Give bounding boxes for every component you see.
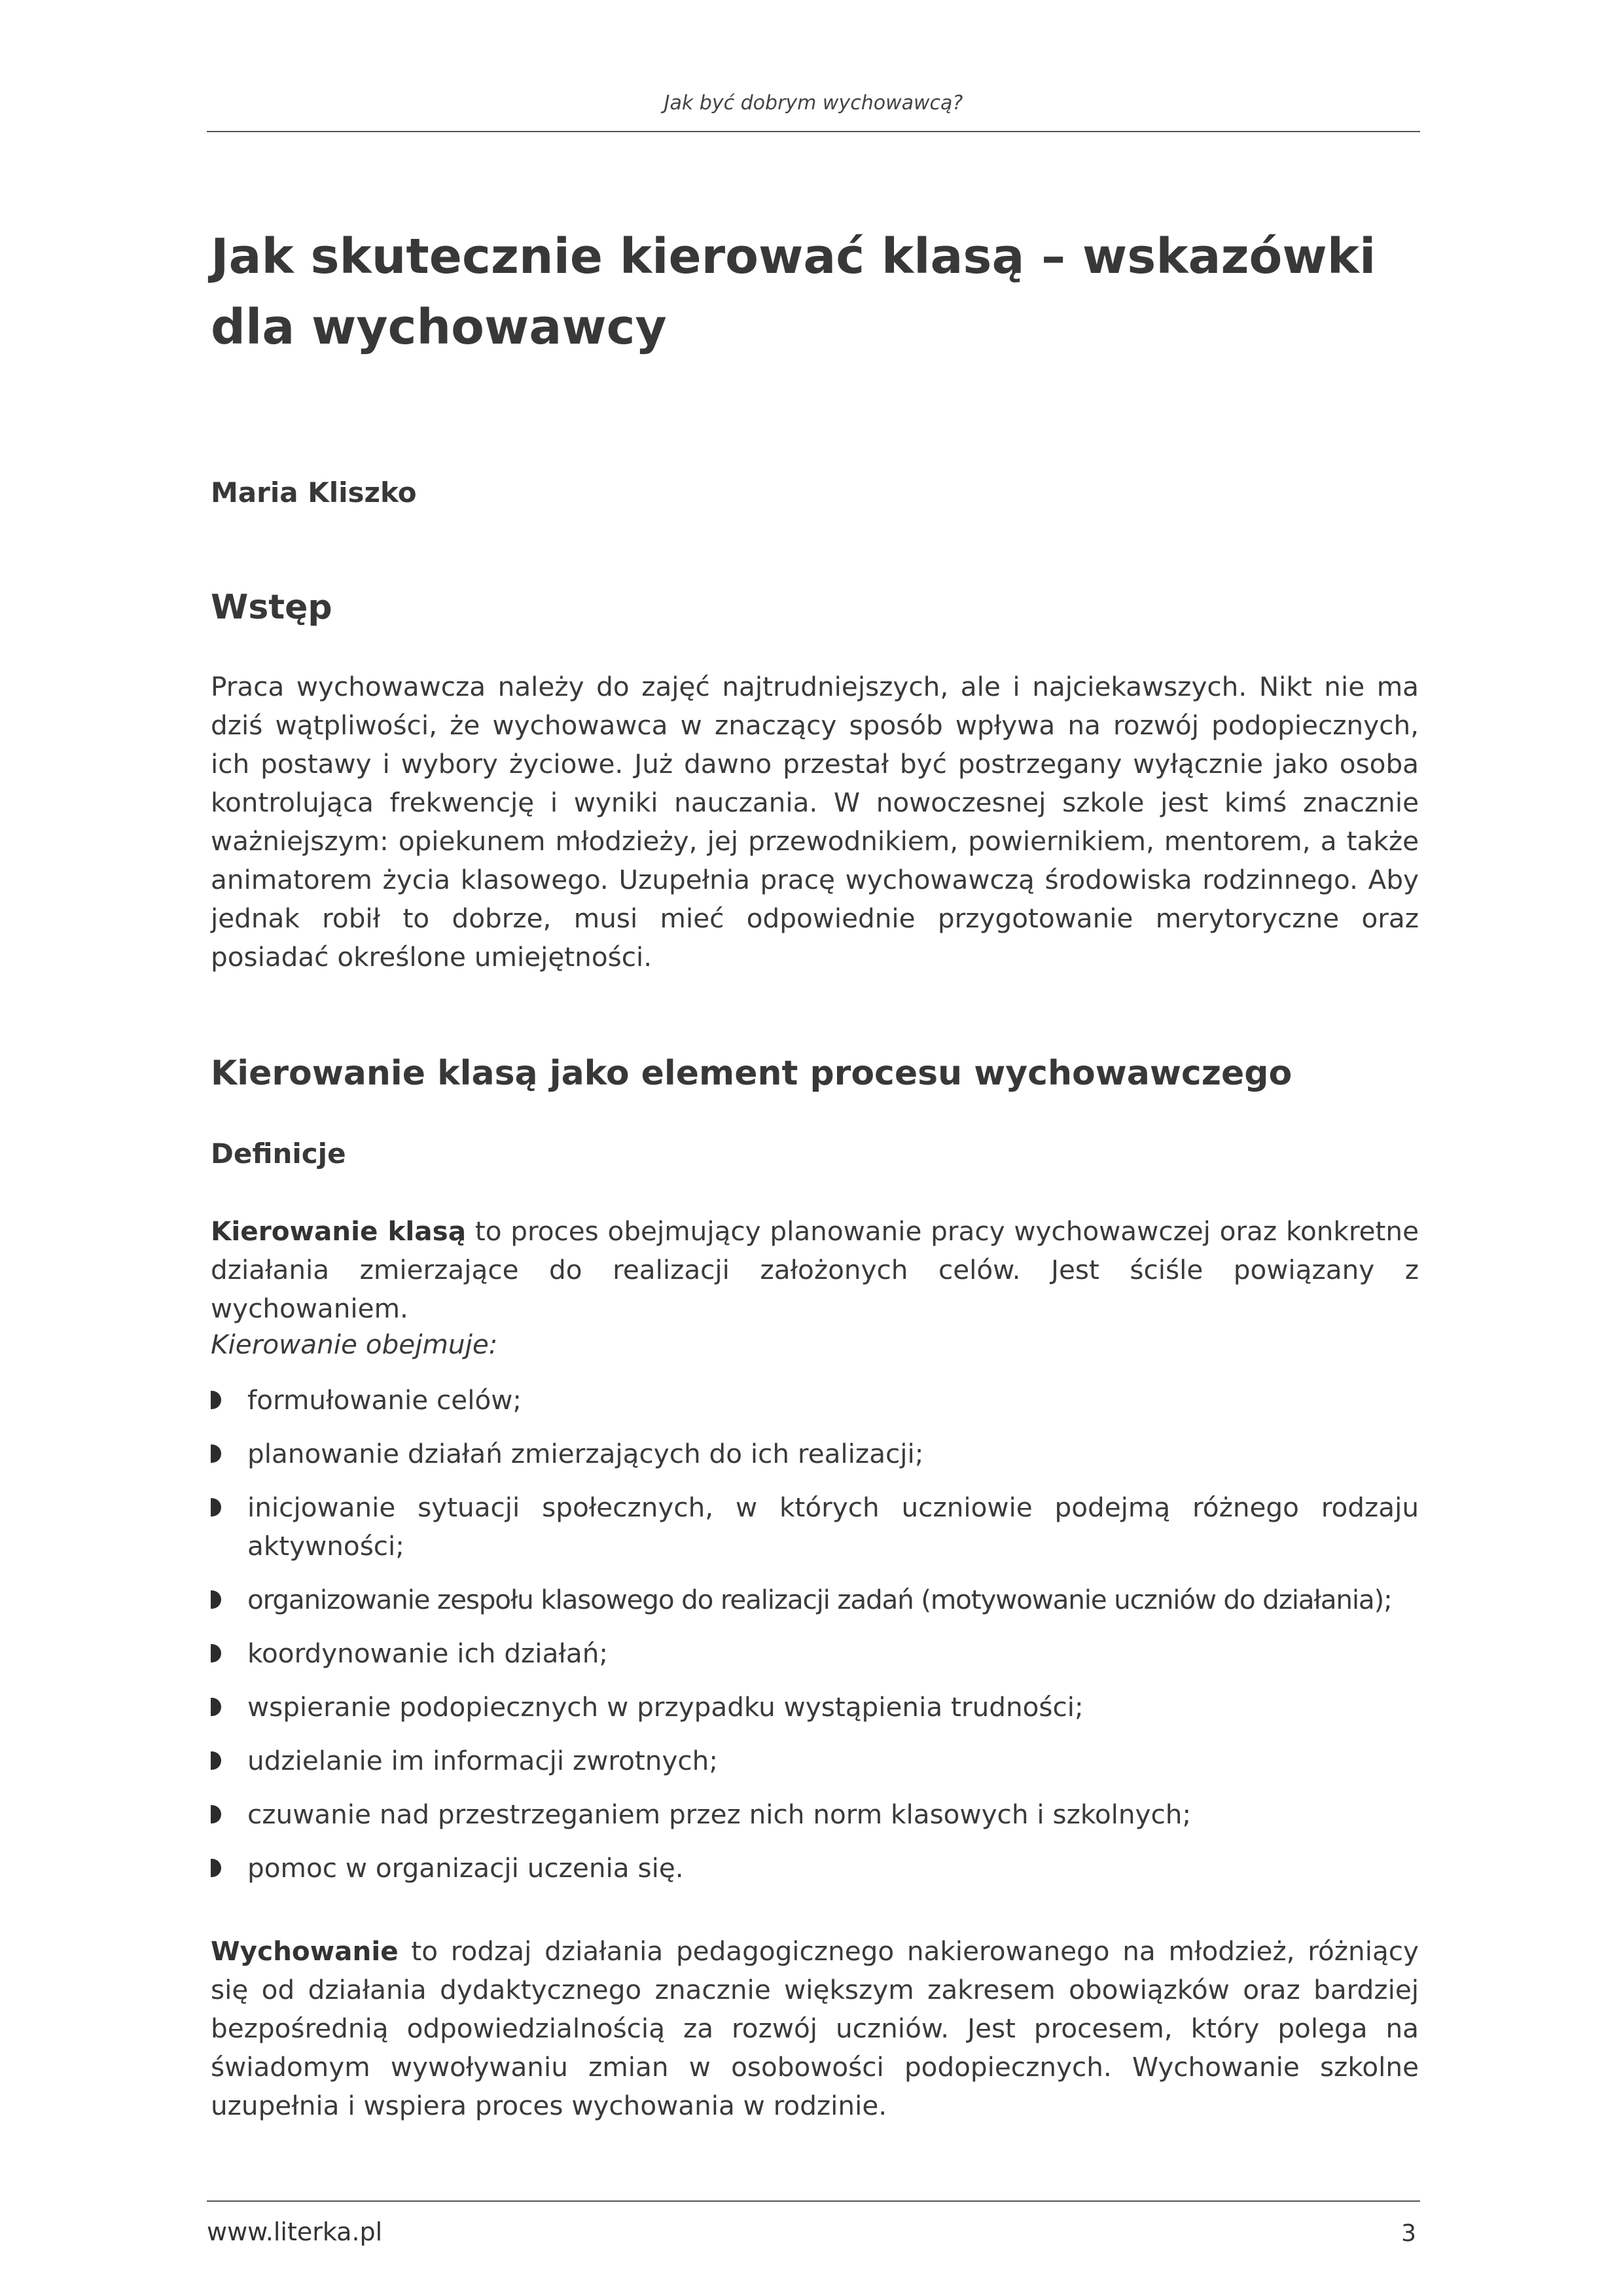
list-item: [211, 1488, 1419, 1566]
list-item-text: czuwanie nad przestrzeganiem przez nich norm klasowych i szkolnych;: [247, 1799, 1192, 1830]
article-author: Maria Kliszko: [211, 476, 417, 509]
list-item-text: wspieranie podopiecznych w przypadku wystąpienia trudności;: [247, 1691, 1084, 1723]
footer-url: www.literka.pl: [207, 2217, 383, 2246]
definitions-subheading: Definicje: [211, 1138, 346, 1170]
definition-paragraph: [211, 1212, 1419, 1328]
running-header: Jak być dobrym wychowawcą?: [664, 92, 963, 115]
list-intro: Kierowanie obejmuje:: [211, 1329, 498, 1360]
list-item: [211, 1634, 1419, 1673]
bullet-icon: [211, 1859, 221, 1877]
list-item-text: koordynowanie ich działań;: [247, 1638, 609, 1669]
page-number: 3: [1401, 2220, 1416, 2247]
bullet-icon: [211, 1805, 221, 1823]
definition-term: Kierowanie klasą: [211, 1215, 467, 1247]
bullet-icon: [211, 1644, 221, 1662]
list-item: [211, 1581, 1419, 1619]
list-item: [211, 1849, 1419, 1888]
bullet-icon: [211, 1498, 221, 1516]
list-item-text: organizowanie zespołu klasowego do realizacji zadań (motywowanie uczniów do działania);: [247, 1584, 1392, 1615]
list-item-text: inicjowanie sytuacji społecznych, w których uczniowie podejmą różnego rodzaju aktywności;: [247, 1492, 1419, 1562]
wychowanie-text: to rodzaj działania pedagogicznego nakierowanego na młodzież, różniący się od działania dydaktycznego znacznie większym zakresem obowiązków oraz bardziej bezpośrednią odpowiedzialnością za rozwój uczniów. Jest procesem, który polega na świadomym wywoływaniu zmian w osobowości podopiecznych. Wychowanie szkolne uzupełnia i wspiera proces wychowania w rodzinie.: [211, 1935, 1419, 2121]
bullet-icon: [211, 1444, 221, 1463]
header-rule: [207, 131, 1420, 132]
section-heading: Kierowanie klasą jako element procesu wychowawczego: [211, 1054, 1293, 1093]
responsibilities-list: [211, 1381, 1419, 1903]
bullet-icon: [211, 1590, 221, 1609]
wychowanie-term: Wychowanie: [211, 1935, 399, 1967]
list-item: [211, 1795, 1419, 1834]
list-item-text: planowanie działań zmierzających do ich realizacji;: [247, 1438, 924, 1469]
bullet-icon: [211, 1391, 221, 1409]
list-item-text: formułowanie celów;: [247, 1384, 522, 1416]
list-item: [211, 1381, 1419, 1420]
wychowanie-paragraph: [211, 1932, 1419, 2125]
definition-text: to proces obejmujący planowanie pracy wychowawczej oraz konkretne działania zmierzające do realizacji założonych celów. Jest ściśle powiązany z wychowaniem.: [211, 1215, 1419, 1324]
bullet-icon: [211, 1751, 221, 1770]
list-item-text: udzielanie im informacji zwrotnych;: [247, 1745, 718, 1776]
article-title: Jak skutecznie kierować klasą – wskazówki dla wychowawcy: [211, 228, 1376, 355]
intro-heading: Wstęp: [211, 588, 332, 627]
bullet-icon: [211, 1698, 221, 1716]
intro-paragraph: Praca wychowawcza należy do zajęć najtrudniejszych, ale i najciekawszych. Nikt nie ma dziś wątpliwości, że wychowawca w znaczący sposób wpływa na rozwój podopiecznych, ich postawy i wybory życiowe. Już dawno przestał być postrzegany wyłącznie jako osoba kontrolująca frekwencję i wyniki nauczania. W nowoczesnej szkole jest kimś znacznie ważniejszym: opiekunem młodzieży, jej przewodnikiem, powiernikiem, mentorem, a także animatorem życia klasowego. Uzupełnia pracę wychowawczą środowiska rodzinnego. Aby jednak robił to dobrze, musi mieć odpowiednie przygotowanie merytoryczne oraz posiadać określone umiejętności.: [211, 671, 1419, 973]
footer-rule: [207, 2200, 1420, 2202]
list-item: [211, 1742, 1419, 1780]
list-item-text: pomoc w organizacji uczenia się.: [247, 1852, 684, 1884]
list-item: [211, 1688, 1419, 1727]
list-item: [211, 1435, 1419, 1473]
